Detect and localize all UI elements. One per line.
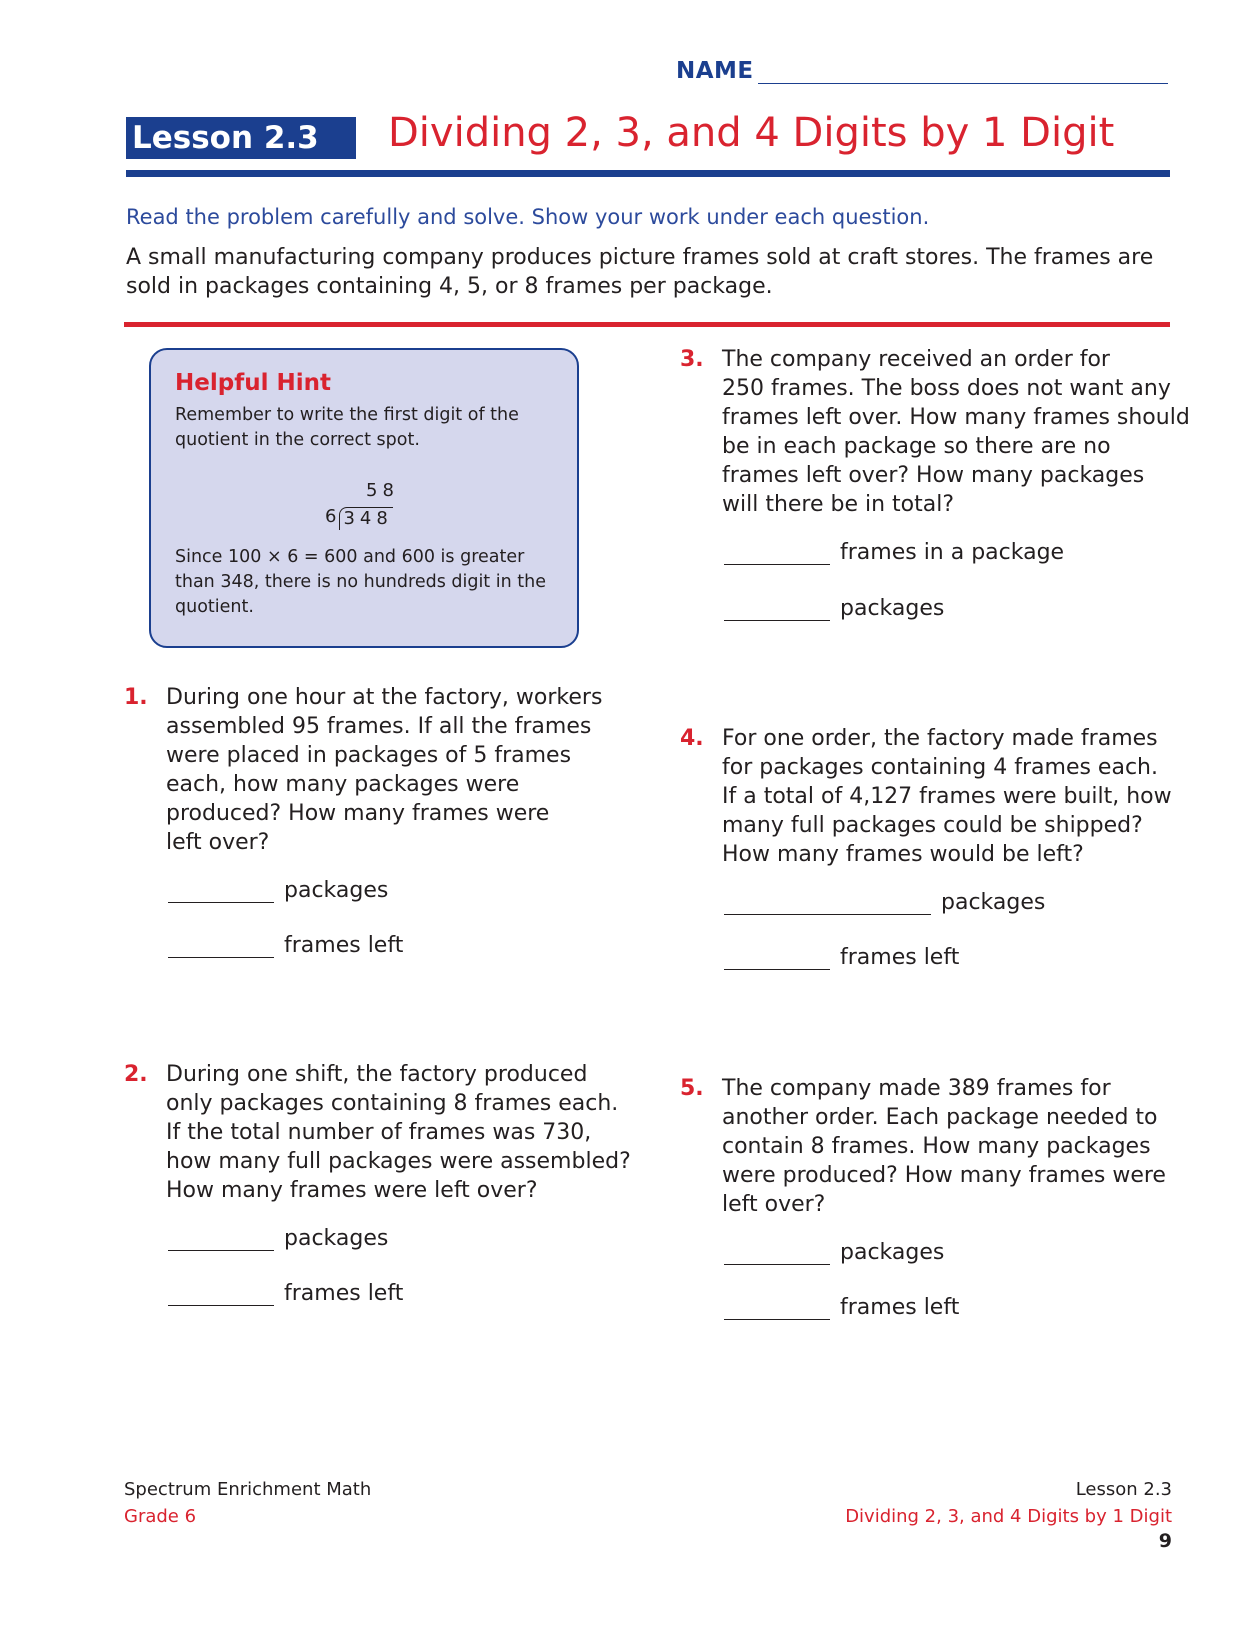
question-line: If a total of 4,127 frames were built, how xyxy=(722,784,1172,809)
question-line: frames left over? How many packages xyxy=(722,463,1145,488)
footer-grade: Grade 6 xyxy=(124,1506,197,1527)
answer-blank[interactable] xyxy=(724,1318,830,1320)
intro-paragraph: A small manufacturing company produces picture frames sold at craft stores. The frames are sold in packages containing 4, 5, or 8 frames per package. xyxy=(126,245,1154,299)
question-line: how many full packages were assembled? xyxy=(166,1149,631,1174)
answer-blank[interactable] xyxy=(724,968,830,970)
question-number: 3. xyxy=(680,347,704,372)
long-division-example xyxy=(325,478,399,530)
answer-blank[interactable] xyxy=(724,913,931,915)
footer-book-title: Spectrum Enrichment Math xyxy=(124,1479,372,1500)
question-line: produced? How many frames were xyxy=(166,801,550,826)
name-label: NAME xyxy=(676,58,754,84)
division-quotient: 58 xyxy=(366,480,399,501)
answer-row xyxy=(168,1226,388,1251)
question-line: many full packages could be shipped? xyxy=(722,813,1143,838)
question-line: How many frames would be left? xyxy=(722,842,1084,867)
question-line: The company received an order for xyxy=(722,347,1110,372)
answer-unit: packages xyxy=(941,890,1046,915)
division-divisor: 6 xyxy=(325,506,337,527)
question-number: 2. xyxy=(124,1062,148,1087)
question-4-text xyxy=(722,724,1172,869)
question-line: During one shift, the factory produced xyxy=(166,1062,588,1087)
instructions: Read the problem carefully and solve. Show your work under each question. xyxy=(126,205,930,229)
hint-explanation: Since 100 × 6 = 600 and 600 is greater than 348, there is no hundreds digit in the quotient. xyxy=(175,547,546,617)
answer-unit: frames left xyxy=(840,945,960,970)
answer-unit: packages xyxy=(840,596,945,621)
question-line: left over? xyxy=(166,830,270,855)
question-line: How many frames were left over? xyxy=(166,1178,538,1203)
question-line: were produced? How many frames were xyxy=(722,1163,1166,1188)
question-line: For one order, the factory made frames xyxy=(722,726,1158,751)
answer-blank[interactable] xyxy=(724,1263,830,1265)
page-number: 9 xyxy=(1158,1530,1172,1552)
hint-title: Helpful Hint xyxy=(175,370,331,396)
question-number: 4. xyxy=(680,726,704,751)
answer-unit: packages xyxy=(284,878,389,903)
answer-blank[interactable] xyxy=(724,619,830,621)
footer-lesson-title: Dividing 2, 3, and 4 Digits by 1 Digit xyxy=(845,1506,1172,1527)
question-line: for packages containing 4 frames each. xyxy=(722,755,1158,780)
question-line: be in each package so there are no xyxy=(722,434,1111,459)
question-5-text xyxy=(722,1074,1166,1219)
question-number: 1. xyxy=(124,685,148,710)
question-line: each, how many packages were xyxy=(166,772,520,797)
answer-blank[interactable] xyxy=(168,901,274,903)
question-1-text xyxy=(166,683,602,857)
hint-text: Remember to write the first digit of the quotient in the correct spot. xyxy=(175,405,519,450)
answer-row xyxy=(168,933,403,958)
question-line: assembled 95 frames. If all the frames xyxy=(166,714,592,739)
question-line: 250 frames. The boss does not want any xyxy=(722,376,1171,401)
answer-blank[interactable] xyxy=(168,1304,274,1306)
answer-blank[interactable] xyxy=(168,956,274,958)
footer-lesson: Lesson 2.3 xyxy=(1075,1479,1172,1500)
question-line: were placed in packages of 5 frames xyxy=(166,743,572,768)
question-line: contain 8 frames. How many packages xyxy=(722,1134,1151,1159)
answer-unit: frames left xyxy=(284,933,404,958)
question-line: frames left over. How many frames should xyxy=(722,405,1190,430)
answer-unit: frames left xyxy=(840,1295,960,1320)
question-line: left over? xyxy=(722,1192,826,1217)
lesson-title: Dividing 2, 3, and 4 Digits by 1 Digit xyxy=(388,110,1115,156)
division-dividend: 348 xyxy=(339,507,392,530)
answer-row xyxy=(168,1281,403,1306)
title-divider xyxy=(126,170,1170,177)
question-3-text xyxy=(722,345,1190,519)
answer-unit: packages xyxy=(284,1226,389,1251)
answer-row xyxy=(168,878,388,903)
question-line: only packages containing 8 frames each. xyxy=(166,1091,619,1116)
name-field-line[interactable] xyxy=(758,83,1168,84)
question-line: will there be in total? xyxy=(722,492,955,517)
question-line: The company made 389 frames for xyxy=(722,1076,1111,1101)
answer-unit: frames in a package xyxy=(840,540,1065,565)
answer-row xyxy=(724,1295,959,1320)
answer-row xyxy=(724,945,959,970)
answer-blank[interactable] xyxy=(724,563,830,565)
answer-unit: packages xyxy=(840,1240,945,1265)
answer-row xyxy=(724,890,1045,915)
footer-right xyxy=(845,1476,1172,1530)
answer-blank[interactable] xyxy=(168,1249,274,1251)
lesson-badge: Lesson 2.3 xyxy=(126,117,356,159)
answer-row xyxy=(724,1240,944,1265)
question-2-text xyxy=(166,1060,631,1205)
question-line: If the total number of frames was 730, xyxy=(166,1120,592,1145)
footer-left xyxy=(124,1476,371,1530)
question-number: 5. xyxy=(680,1076,704,1101)
answer-unit: frames left xyxy=(284,1281,404,1306)
answer-row xyxy=(724,596,944,621)
question-line: During one hour at the factory, workers xyxy=(166,685,603,710)
section-divider xyxy=(124,322,1170,327)
question-line: another order. Each package needed to xyxy=(722,1105,1158,1130)
answer-row xyxy=(724,540,1064,565)
